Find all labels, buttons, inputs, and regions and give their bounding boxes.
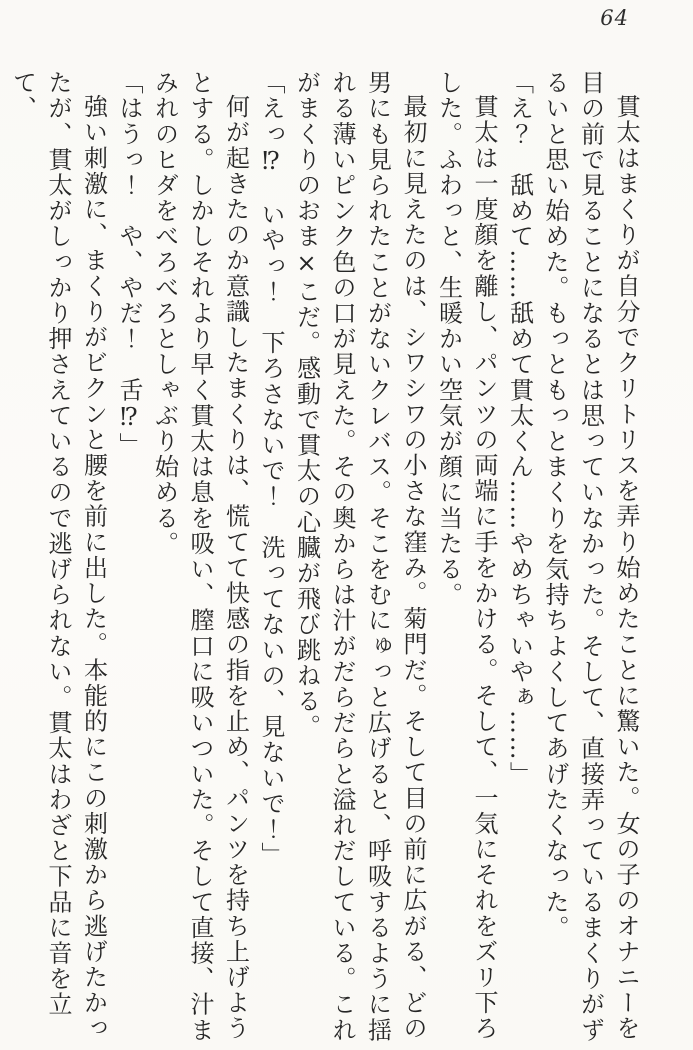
page-number: 64 [600,6,629,30]
paragraph-6: 何が起きたのか意識したまくりは、慌てて快感の指を止め、パンツを持ち上げようとする。しかしそれより早く貫太は息を吸い、膣口に吸いついた。そして直接、汁まみれのヒダをべろべろとしゃぶり始める。 [150,70,250,1043]
paragraph-7-dialogue: 「はうっ！ や、やだ！ 舌⁉」 [115,70,143,458]
paragraph-3: 貫太は一度顔を離し、パンツの両端に手をかける。そして、一気にそれをズリ下ろした。ふわっと、生暖かい空気が顔に当たる。 [434,70,498,1042]
body-text-block [4,70,643,1044]
paragraph-1: 貫太はまくりが自分でクリトリスを弄り始めたことに驚いた。女の子のオナニーを目の前で見ることになるとは思っていなかった。そして、直接弄っているまくりがずるいと思い始めた。もっともっとまくりを気持ちよくしてあげたくなった。 [541,70,640,1043]
paragraph-2-dialogue: 「え？ 舐めて……舐めて貫太くん……やめちゃいやぁ……」 [505,70,534,787]
paragraph-4: 最初に見えたのは、シワシワの小さな窪み。菊門だ。そして目の前に広がる、どの男にも見られたことがないクレバス。そこをむにゅっと広げると、呼吸するように揺れる薄いピンク色の口が見えた。その奥からは汁がだらだらと溢れだしている。これがまくりのおま×こだ。感動で貫太の心臓が飛び跳ねる。 [292,70,427,1043]
paragraph-8: 強い刺激に、まくりがビクンと腰を前に出した。本能的にこの刺激から逃げたかったが、貫太がしっかり押さえているので逃げられない。貫太はわざと下品に音を立て、 [8,70,108,1042]
paragraph-5-dialogue: 「えっ⁉ いやっ！ 下ろさないで！ 洗ってないの、見ないで！」 [257,70,285,868]
